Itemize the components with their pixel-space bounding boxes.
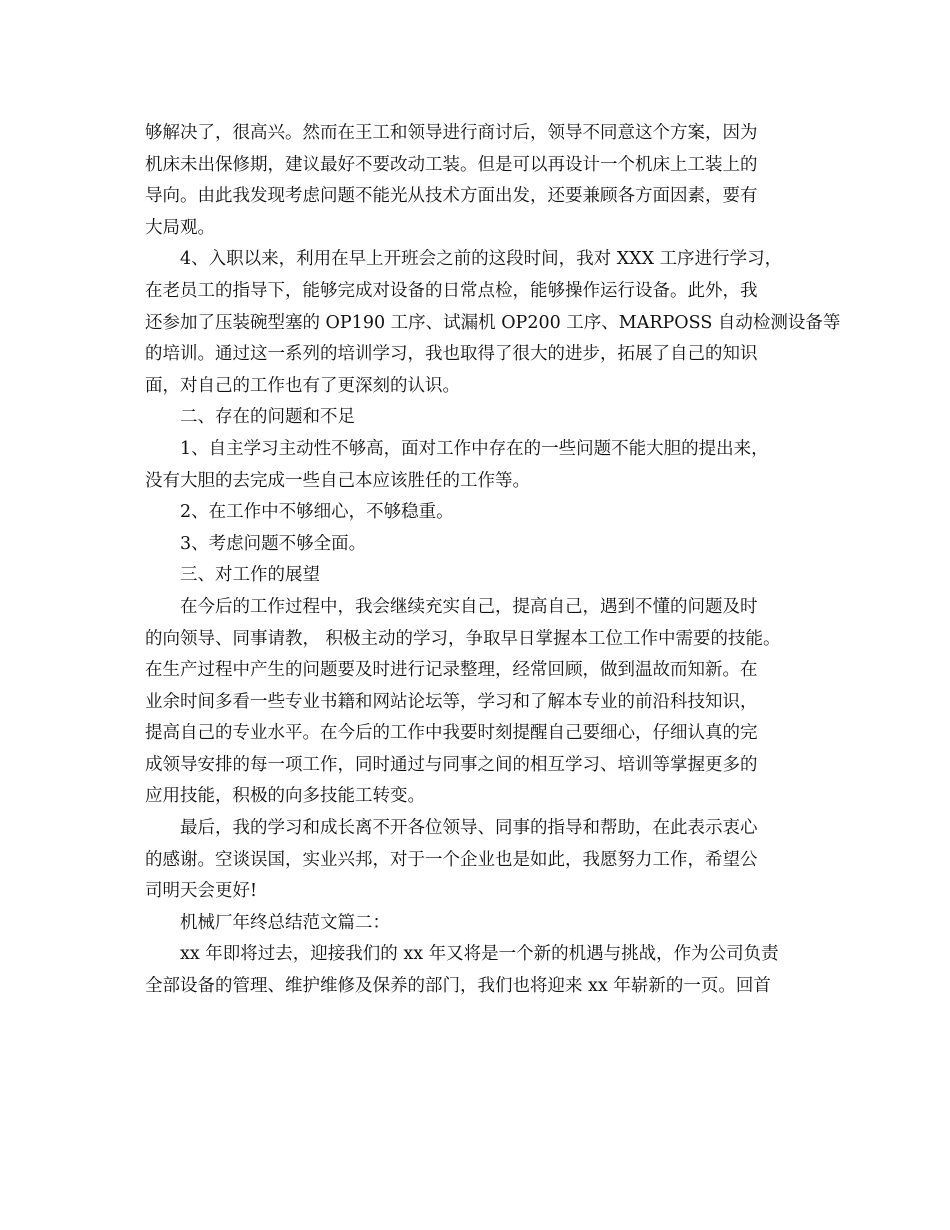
text-line: 2、在工作中不够细心，不够稳重。 xyxy=(180,502,454,523)
text-line: 机床未出保修期，建议最好不要改动工装。但是可以再设计一个机床上工装上的 xyxy=(145,154,758,175)
text-line: 机械厂年终总结范文篇二： xyxy=(180,912,390,933)
text-line: 1、自主学习主动性不够高，面对工作中存在的一些问题不能大胆的提出来， xyxy=(180,438,769,459)
text-line: 成领导安排的每一项工作，同时通过与同事之间的相互学习、培训等掌握更多的 xyxy=(145,754,758,775)
text-line: 面，对自己的工作也有了更深刻的认识。 xyxy=(145,375,460,396)
text-line: 司明天会更好! xyxy=(145,881,258,902)
text-line: 的向领导、同事请教， 积极主动的学习，争取早日掌握本工位工作中需要的技能。 xyxy=(145,628,781,649)
text-line: 没有大胆的去完成一些自己本应该胜任的工作等。 xyxy=(145,470,530,491)
text-line: 应用技能，积极的向多技能工转变。 xyxy=(145,786,425,807)
text-line: 3、考虑问题不够全面。 xyxy=(180,533,367,554)
text-line: 够解决了，很高兴。然而在王工和领导进行商讨后，领导不同意这个方案，因为 xyxy=(145,123,758,143)
text-line: xx 年即将过去，迎接我们的 xx 年又将是一个新的机遇与挑战，作为公司负责 xyxy=(180,944,779,965)
text-line: 业余时间多看一些专业书籍和网站论坛等，学习和了解本专业的前沿科技知识， xyxy=(145,691,758,712)
text-line: 在今后的工作过程中，我会继续充实自己，提高自己，遇到不懂的问题及时 xyxy=(180,596,758,617)
text-line: 导向。由此我发现考虑问题不能光从技术方面出发，还要兼顾各方面因素，要有 xyxy=(145,186,758,207)
text-line: 还参加了压装碗型塞的 OP190 工序、试漏机 OP200 工序、MARPOSS 自动检测设备等 xyxy=(145,312,841,333)
text-line: 的感谢。空谈误国，实业兴邦，对于一个企业也是如此，我愿努力工作，希望公 xyxy=(145,849,758,870)
text-line: 提高自己的专业水平。在今后的工作中我要时刻提醒自己要细心，仔细认真的完 xyxy=(145,723,758,744)
text-line: 4、入职以来，利用在早上开班会之前的这段时间，我对 XXX 工序进行学习， xyxy=(180,249,783,270)
text-line: 最后，我的学习和成长离不开各位领导、同事的指导和帮助，在此表示衷心 xyxy=(180,818,758,839)
document-body xyxy=(145,118,841,1003)
text-line: 大局观。 xyxy=(145,217,215,238)
text-line: 全部设备的管理、维护维修及保养的部门，我们也将迎来 xx 年崭新的一页。回首 xyxy=(145,976,771,997)
text-line: 的培训。通过这一系列的培训学习，我也取得了很大的进步，拓展了自己的知识 xyxy=(145,344,758,365)
text-line: 三、对工作的展望 xyxy=(180,565,320,586)
text-line: 在老员工的指导下，能够完成对设备的日常点检，能够操作运行设备。此外，我 xyxy=(145,280,758,301)
text-line: 在生产过程中产生的问题要及时进行记录整理，经常回顾，做到温故而知新。在 xyxy=(145,660,758,681)
text-line: 二、存在的问题和不足 xyxy=(180,407,355,428)
